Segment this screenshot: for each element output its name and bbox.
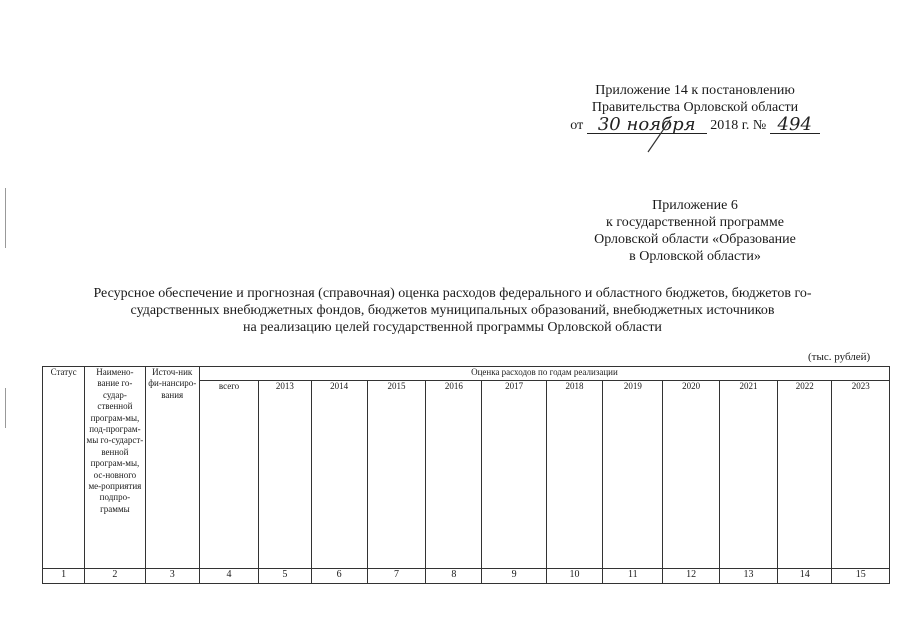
- index-cell: 4: [199, 569, 258, 584]
- appendix6-line1: Приложение 6: [652, 198, 738, 213]
- col-source-header: Источ-ник фи-нансиро-вания: [145, 367, 199, 569]
- header-row: [43, 367, 890, 381]
- index-cell: 3: [145, 569, 199, 584]
- year-header: 2022: [778, 381, 832, 569]
- index-cell: 12: [663, 569, 719, 584]
- units-label: (тыс. рублей): [808, 351, 871, 363]
- year-header: 2013: [259, 381, 311, 569]
- document-title: [40, 285, 865, 336]
- year-header: 2017: [482, 381, 546, 569]
- title-line1: Ресурсное обеспечение и прогнозная (справочная) оценка расходов федерального и областного бюджетов, бюджетов го-: [93, 286, 812, 301]
- margin-line: [5, 188, 6, 248]
- year-header: 2020: [663, 381, 719, 569]
- signature-stroke: [640, 118, 680, 154]
- index-row: [43, 569, 890, 584]
- number-field: [770, 116, 820, 134]
- handwritten-number: 494: [777, 114, 812, 135]
- appendix6-block: [575, 197, 815, 265]
- year-header: 2023: [832, 381, 890, 569]
- appendix14-line1: Приложение 14 к постановлению: [595, 83, 795, 98]
- year-header: всего: [199, 381, 258, 569]
- year-header: 2019: [603, 381, 663, 569]
- year-header: 2021: [719, 381, 777, 569]
- index-cell: 1: [43, 569, 85, 584]
- appendix6-line4: в Орловской области»: [629, 249, 761, 264]
- group-header: Оценка расходов по годам реализации: [199, 367, 889, 381]
- year-header: 2018: [546, 381, 602, 569]
- index-cell: 8: [426, 569, 482, 584]
- index-cell: 2: [85, 569, 145, 584]
- from-label: от: [570, 118, 584, 133]
- index-cell: 6: [311, 569, 367, 584]
- col-name-header: Наимено-вание го-судар-ственной програм-мы, под-програм-мы го-сударст-венной програм-мы, ос-новного ме-роприятия подпро-граммы: [85, 367, 145, 569]
- resource-table: [42, 366, 890, 584]
- year-header: 2014: [311, 381, 367, 569]
- col-status-header: Статус: [43, 367, 85, 569]
- index-cell: 7: [367, 569, 425, 584]
- appendix14-line2: Правительства Орловской области: [591, 100, 799, 115]
- index-cell: 14: [778, 569, 832, 584]
- appendix14-date-line: [560, 116, 830, 134]
- year-header: 2016: [426, 381, 482, 569]
- year-header: 2015: [367, 381, 425, 569]
- year-label: 2018 г. №: [710, 118, 767, 133]
- index-cell: 5: [259, 569, 311, 584]
- index-cell: 10: [546, 569, 602, 584]
- appendix6-line2: к государственной программе: [606, 215, 784, 230]
- title-line3: на реализацию целей государственной программы Орловской области: [243, 320, 662, 335]
- appendix14-block: [560, 82, 830, 134]
- index-cell: 11: [603, 569, 663, 584]
- margin-line: [5, 388, 6, 428]
- index-cell: 15: [832, 569, 890, 584]
- index-cell: 9: [482, 569, 546, 584]
- appendix6-line3: Орловской области «Образование: [594, 232, 796, 247]
- index-cell: 13: [719, 569, 777, 584]
- title-line2: сударственных внебюджетных фондов, бюджетов муниципальных образований, внебюджетных источников: [130, 303, 775, 318]
- handwritten-date: 30 ноября: [597, 114, 696, 135]
